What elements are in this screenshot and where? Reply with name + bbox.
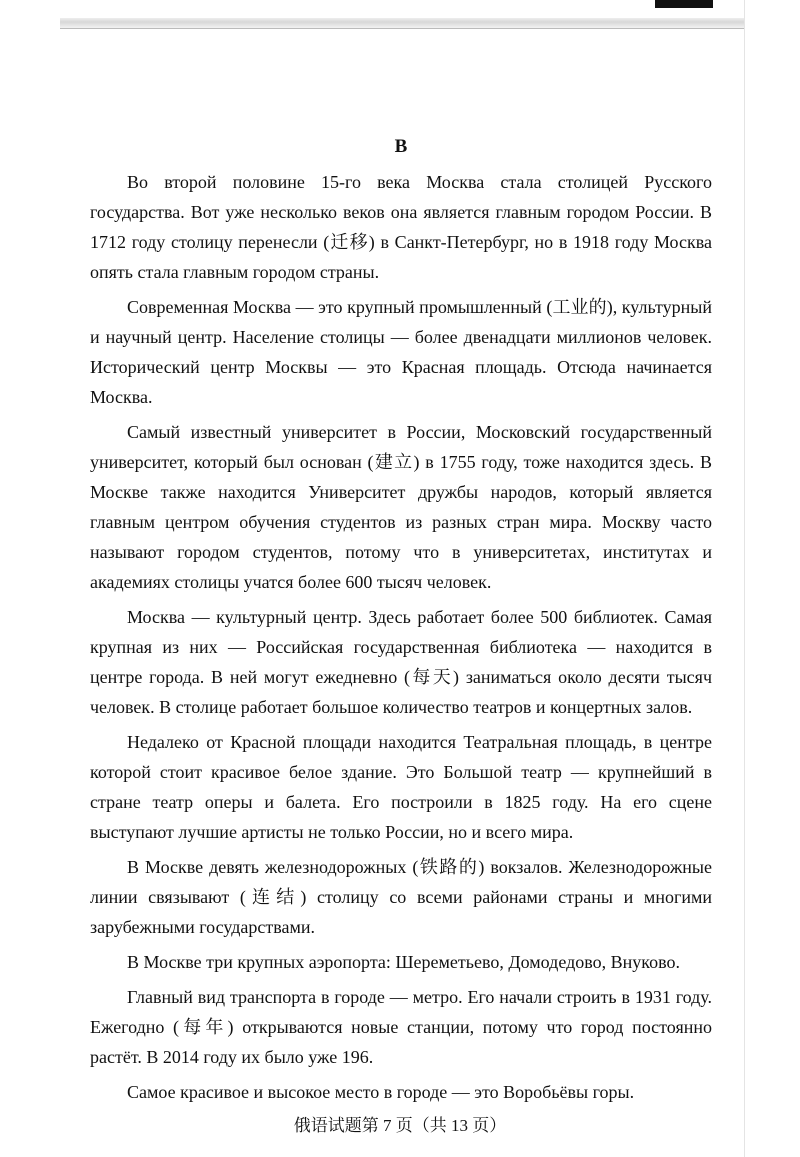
paragraph: Во второй половине 15-го века Москва стала столицей Русского государства. Вот уже несколько веков она является главным городом России. В 1712 году столицу перенесли (迁移) в Санкт-Петербург, но в 1918 году Москва опять стала главным городом страны. xyxy=(90,172,712,282)
paragraph: В Москве девять железнодорожных (铁路的) вокзалов. Железнодорожные линии связывают (连结) столицу со всеми районами страны и многими зарубежными государствами. xyxy=(90,857,712,937)
paragraph: Самое красивое и высокое место в городе — это Воробьёвы горы. xyxy=(127,1082,635,1102)
section-title: B xyxy=(394,136,408,157)
paragraph: Москва — культурный центр. Здесь работает более 500 библиотек. Самая крупная из них — Российская государственная библиотека — находится в центре города. В ней могут ежедневно (每天) заниматься около десяти тысяч человек. В столице работает большое количество театров и концертных залов. xyxy=(90,607,712,717)
page-edge xyxy=(744,0,745,1157)
page-footer: 俄语试题第 7 页（共 13 页） xyxy=(293,1116,507,1135)
paragraph: Современная Москва — это крупный промышленный (工业的), культурный и научный центр. Население столицы — более двенадцати миллионов человек. Исторический центр Москвы — это Красная площадь. Отсюда начинается Москва. xyxy=(90,297,712,407)
paragraph: В Москве три крупных аэропорта: Шереметьево, Домодедово, Внуково. xyxy=(127,952,680,972)
paragraph: Недалеко от Красной площади находится Театральная площадь, в центре которой стоит красивое белое здание. Это Большой театр — крупнейший в стране театр оперы и балета. Его построили в 1825 году. На его сцене выступают лучшие артисты не только России, но и всего мира. xyxy=(90,732,712,842)
paragraph: Самый известный университет в России, Московский государственный университет, который был основан (建立) в 1755 году, тоже находится здесь. В Москве также находится Университет дружбы народов, который является главным центром обучения студентов из разных стран мира. Москву часто называют городом студентов, потому что в университетах, институтах и академиях столицы учатся более 600 тысяч человек. xyxy=(90,422,712,592)
paragraph: Главный вид транспорта в городе — метро. Его начали строить в 1931 году. Ежегодно (每年) открываются новые станции, потому что город постоянно растёт. В 2014 году их было уже 196. xyxy=(90,987,712,1067)
document-body xyxy=(90,0,712,1107)
